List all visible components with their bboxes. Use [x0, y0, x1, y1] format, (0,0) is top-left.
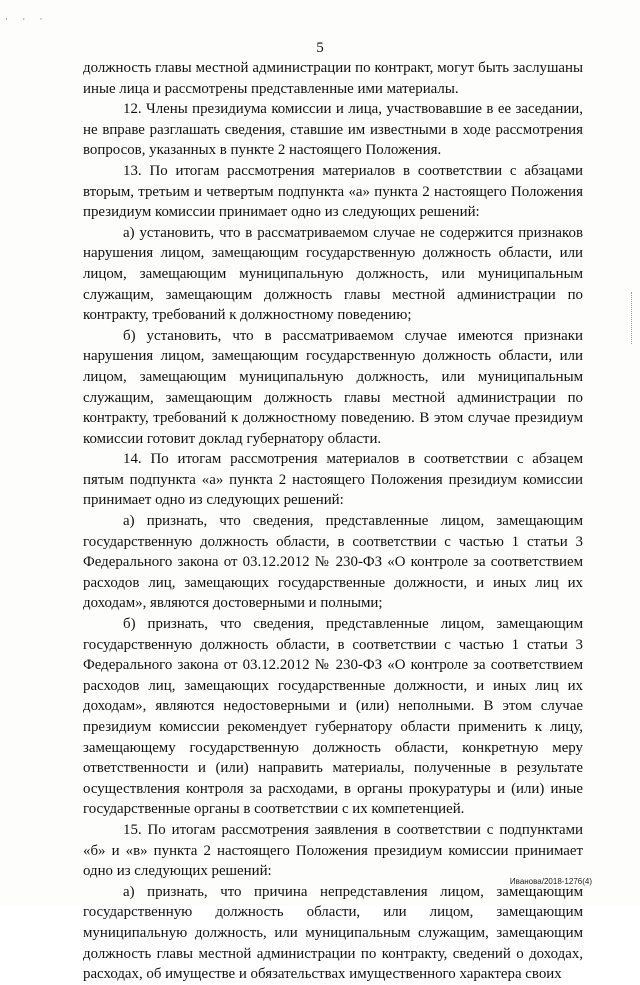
paragraph-15-a: а) признать, что причина непредставления лицом, замещающим государственную должность области, или лицом, замещающим муниципальную должность, или муниципальным служащим, замещающим должность главы местной администрации по контракту, сведений о доходах, расходах, об имуществе и обязательствах имущественного характера своих — [83, 883, 583, 983]
scan-marks: · · · — [5, 14, 49, 24]
paragraph-13: 13. По итогам рассмотрения материалов в соответствии с абзацами вторым, третьим и четвертым подпункта «а» пункта 2 настоящего Положения президиум комиссии принимает одно из следующих решений: — [83, 162, 583, 221]
paragraph-13-a: а) установить, что в рассматриваемом случае не содержится признаков нарушения лицом, замещающим государственную должность области, или лицом, замещающим муниципальную должность, или муниципальным служащим, замещающим должность главы местной администрации по контракту, требований к должностному поведению; — [83, 224, 583, 324]
page-number: 5 — [316, 40, 324, 56]
paragraph-15: 15. По итогам рассмотрения заявления в соответствии с подпунктами «б» и «в» пункта 2 настоящего Положения президиум комиссии принимает одно из следующих решений: — [83, 821, 583, 880]
paragraph-continuation: должность главы местной администрации по контракт, могут быть заслушаны иные лица и рассмотрены представленные ими материалы. — [83, 60, 583, 97]
paragraph-12: 12. Члены президиума комиссии и лица, участвовавшие в ее заседании, не вправе разглашать сведения, ставшие им известными в ходе рассмотрения вопросов, указанных в пункте 2 настоящего Положения. — [83, 101, 583, 159]
paragraph-14-a: а) признать, что сведения, представленные лицом, замещающим государственную должность области, в соответствии с частью 1 статьи 3 Федерального закона от 03.12.2012 № 230-ФЗ «О контроле за соответствием расходов лиц, замещающих государственные должности, и иных лиц их доходам», являются достоверными и полными; — [83, 513, 583, 612]
paragraph-14: 14. По итогам рассмотрения материалов в соответствии с абзацем пятым подпункта «а» пункта 2 настоящего Положения президиум комиссии принимает одно из следующих решений: — [83, 451, 583, 509]
scan-edge-mark — [630, 292, 632, 344]
document-reference: Иванова/2018-1276(4) — [509, 877, 592, 886]
paragraph-14-b: б) признать, что сведения, представленные лицом, замещающим государственную должность области, в соответствии с частью 1 статьи 3 Федерального закона от 03.12.2012 № 230-ФЗ «О контроле за соответствием расходов лиц, замещающих государственные должности, и иных лиц их доходам», являются недостоверными и (или) неполными. В этом случае президиум комиссии рекомендует губернатору области применить к лицу, замещающему государственную должность области, конкретную меру ответственности и (или) направить материалы, полученные в результате осуществления контроля за расходами, в органы прокуратуры и (или) иные государственные органы в соответствии с их компетенцией. — [83, 616, 583, 818]
document-body — [83, 58, 583, 985]
paragraph-13-b: б) установить, что в рассматриваемом случае имеются признаки нарушения лицом, замещающим государственную должность области, или лицом, замещающим муниципальную должность, или муниципальным служащим, замещающим должность главы местной администрации по контракту, требований к должностному поведению. В этом случае президиум комиссии готовит доклад губернатору области. — [83, 327, 583, 447]
